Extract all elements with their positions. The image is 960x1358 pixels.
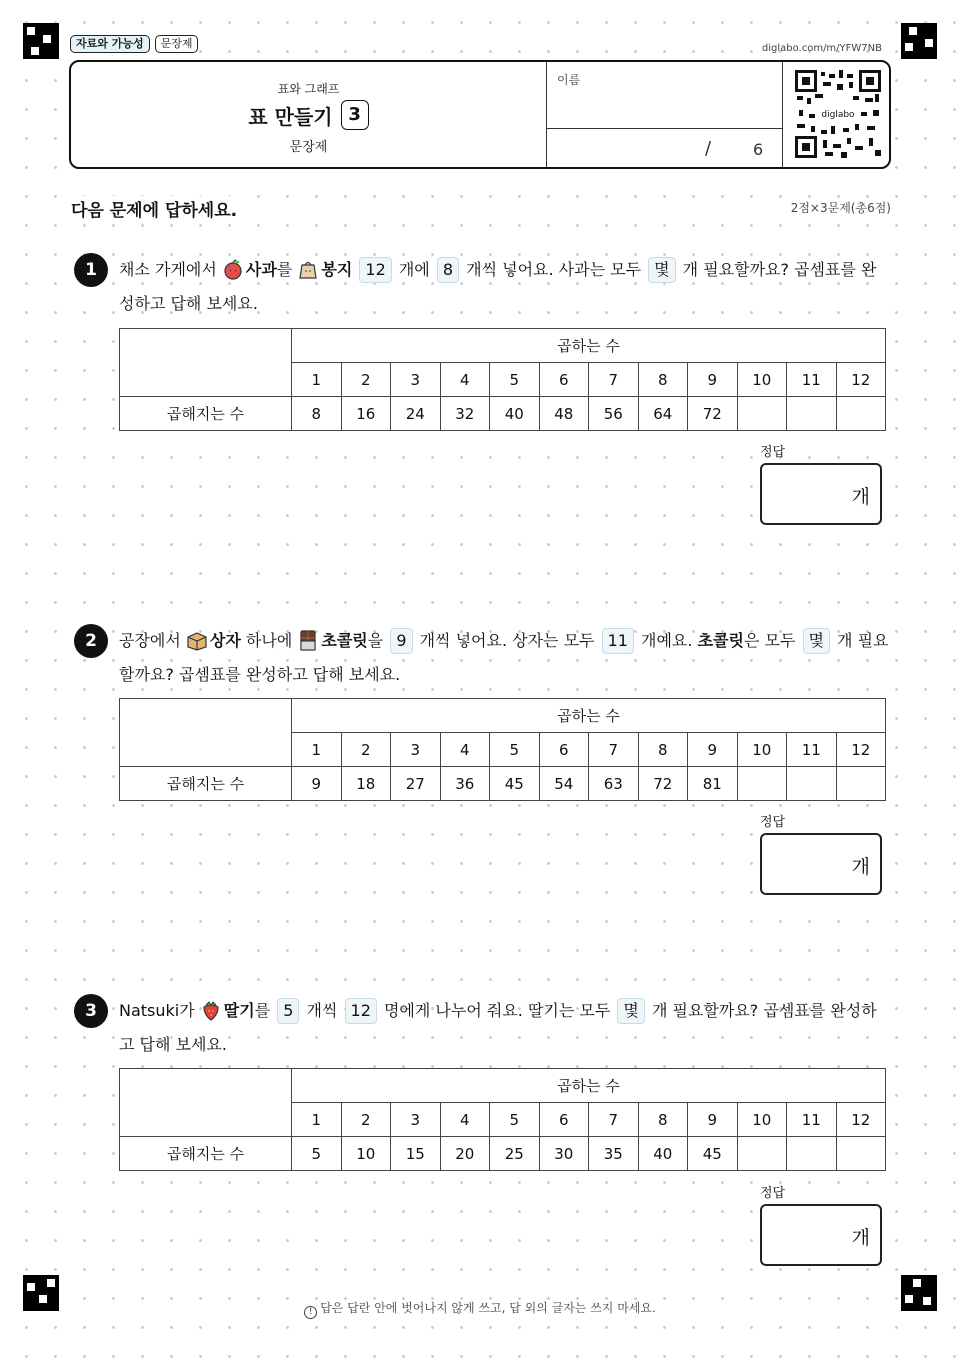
warning-icon: ! bbox=[304, 1306, 317, 1319]
answer-label: 정답 bbox=[760, 815, 786, 830]
worksheet-url: diglabo.com/m/YFW7NB bbox=[761, 43, 882, 54]
number-box: 5 bbox=[277, 998, 299, 1024]
problem-1-answer-box[interactable] bbox=[760, 463, 882, 525]
answer-label: 정답 bbox=[760, 1186, 786, 1201]
name-divider bbox=[547, 128, 783, 129]
table-header: 곱하는 수 bbox=[292, 329, 886, 363]
answer-unit: 개 bbox=[851, 486, 870, 508]
points-info: 2점×3문제(총6점) bbox=[790, 201, 891, 215]
problem-3-number: 3 bbox=[74, 994, 108, 1028]
score-total: 6 bbox=[753, 140, 764, 159]
blank-cell[interactable] bbox=[787, 397, 837, 431]
product-row: 곱해지는 수 8 16 24 32 40 48 56 64 72 bbox=[120, 397, 886, 431]
answer-unit: 개 bbox=[851, 856, 870, 878]
title-section bbox=[71, 62, 547, 167]
score-slash: / bbox=[705, 138, 712, 159]
strawberry-icon bbox=[200, 999, 222, 1021]
footer-text: 답은 답란 안에 벗어나지 않게 쓰고, 답 외의 글자는 쓰지 마세요. bbox=[320, 1301, 656, 1315]
title-number-badge: 3 bbox=[341, 100, 369, 130]
blank-cell[interactable] bbox=[787, 767, 837, 801]
qr-logo-text: diglabo bbox=[821, 110, 855, 120]
worksheet-header bbox=[69, 60, 891, 169]
blank-cell[interactable] bbox=[836, 767, 886, 801]
bag-icon bbox=[297, 258, 319, 280]
corner-marker-top-right bbox=[901, 23, 937, 59]
type-tag: 문장제 bbox=[155, 35, 199, 53]
qr-code-icon bbox=[795, 70, 881, 158]
blank-cell[interactable] bbox=[737, 397, 787, 431]
corner-marker-top-left bbox=[23, 23, 59, 59]
blank-cell[interactable] bbox=[787, 1137, 837, 1171]
table-header: 곱하는 수 bbox=[292, 699, 886, 733]
number-box: 11 bbox=[602, 628, 634, 654]
multiplier-row: 1 2 3 4 5 6 7 8 9 10 11 12 bbox=[120, 1103, 886, 1137]
problem-2-multiplication-table bbox=[119, 698, 886, 801]
apple-icon bbox=[222, 258, 244, 280]
blank-cell[interactable] bbox=[737, 1137, 787, 1171]
category-tag: 자료와 가능성 bbox=[70, 35, 150, 53]
multiplier-row: 1 2 3 4 5 6 7 8 9 10 11 12 bbox=[120, 363, 886, 397]
problem-3-answer-box[interactable] bbox=[760, 1204, 882, 1266]
number-box: 12 bbox=[359, 257, 391, 283]
box-icon bbox=[186, 629, 208, 651]
problem-3-text: Natsuki가 딸기를 5 개씩 12 명에게 나누어 줘요. 딸기는 모두 몇 개 필요할까요? 곱셈표를 완성하고 답해 보세요. bbox=[119, 994, 889, 1062]
unknown-box: 몇 bbox=[803, 628, 830, 654]
chocolate-icon bbox=[297, 629, 319, 651]
problem-1-text: 채소 가게에서 사과를 봉지 12 개에 8 개씩 넣어요. 사과는 모두 몇 개 필요할까요? 곱셈표를 완성하고 답해 보세요. bbox=[119, 253, 889, 321]
number-box: 9 bbox=[390, 628, 412, 654]
unknown-box: 몇 bbox=[648, 257, 675, 283]
unknown-box: 몇 bbox=[617, 998, 644, 1024]
problem-2-number: 2 bbox=[74, 624, 108, 658]
blank-cell[interactable] bbox=[737, 767, 787, 801]
worksheet-type-label: 문장제 bbox=[289, 140, 328, 155]
name-label: 이름 bbox=[557, 73, 581, 87]
answer-label: 정답 bbox=[760, 445, 786, 460]
product-row: 곱해지는 수 9 18 27 36 45 54 63 72 81 bbox=[120, 767, 886, 801]
product-row: 곱해지는 수 5 10 15 20 25 30 35 40 45 bbox=[120, 1137, 886, 1171]
problem-3-multiplication-table bbox=[119, 1068, 886, 1171]
page-title bbox=[71, 100, 546, 130]
footer-note bbox=[0, 1299, 960, 1319]
title-text: 표 만들기 bbox=[248, 104, 333, 129]
subject-label: 표와 그래프 bbox=[277, 82, 340, 96]
blank-cell[interactable] bbox=[836, 1137, 886, 1171]
tag-group bbox=[70, 35, 198, 53]
blank-cell[interactable] bbox=[836, 397, 886, 431]
problem-2-answer-box[interactable] bbox=[760, 833, 882, 895]
multiplier-row: 1 2 3 4 5 6 7 8 9 10 11 12 bbox=[120, 733, 886, 767]
name-score-section bbox=[547, 62, 783, 167]
problem-2-text: 공장에서 상자 하나에 초콜릿을 9 개씩 넣어요. 상자는 모두 11 개예요. 초콜릿은 모두 몇 개 필요할까요? 곱셈표를 완성하고 답해 보세요. bbox=[119, 624, 889, 692]
answer-unit: 개 bbox=[851, 1227, 870, 1249]
problem-1-number: 1 bbox=[74, 253, 108, 287]
row-label: 곱해지는 수 bbox=[120, 767, 292, 801]
row-label: 곱해지는 수 bbox=[120, 397, 292, 431]
row-label: 곱해지는 수 bbox=[120, 1137, 292, 1171]
number-box: 8 bbox=[437, 257, 459, 283]
number-box: 12 bbox=[345, 998, 377, 1024]
table-header: 곱하는 수 bbox=[292, 1069, 886, 1103]
instruction-text: 다음 문제에 답하세요. bbox=[69, 196, 239, 221]
problem-1-multiplication-table bbox=[119, 328, 886, 431]
